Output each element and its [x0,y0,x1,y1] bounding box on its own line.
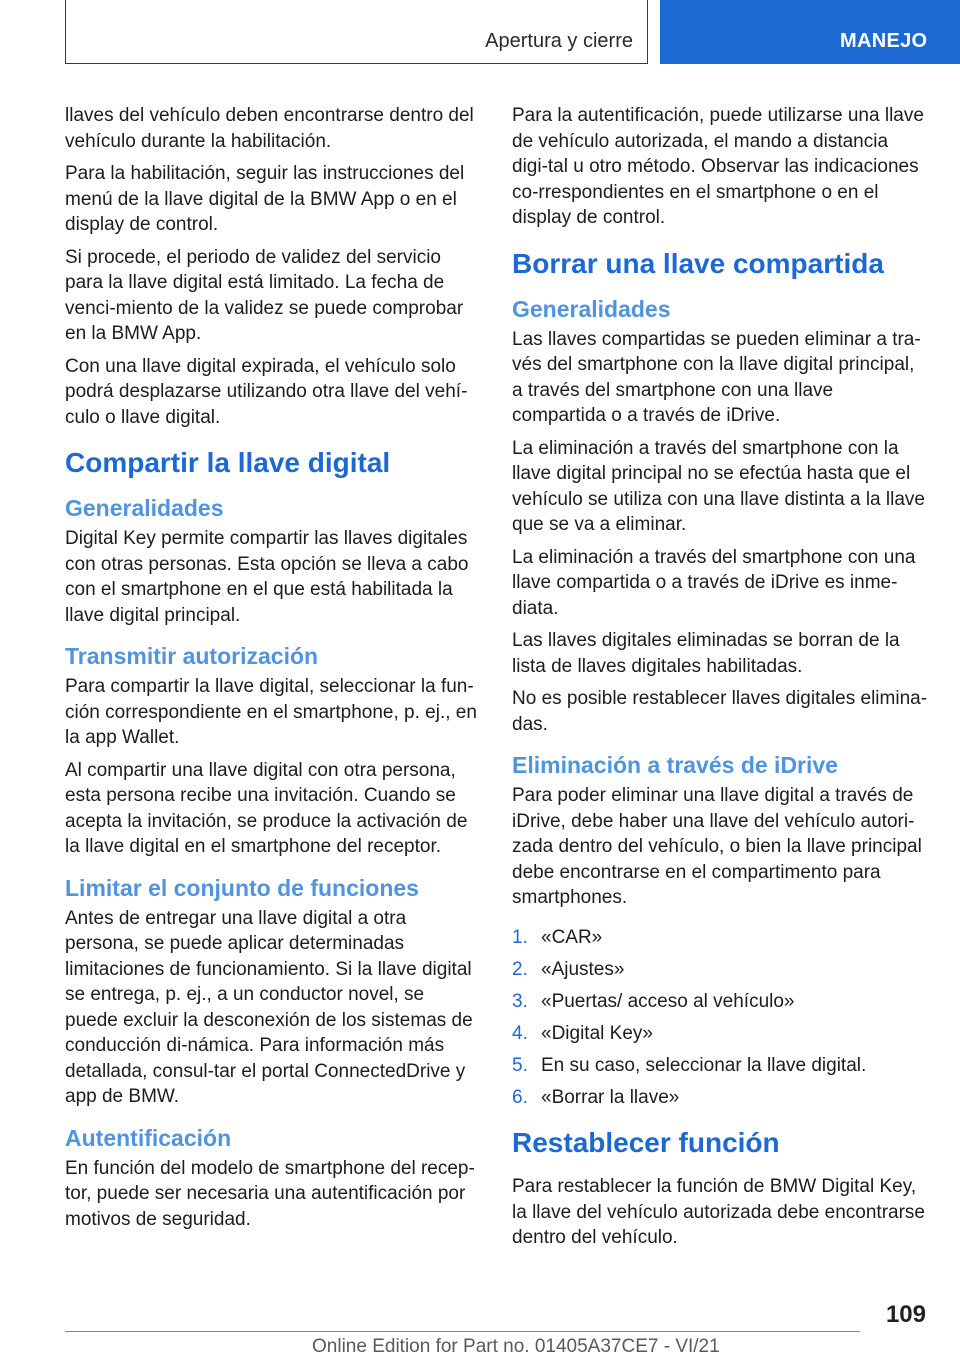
paragraph: llaves del vehículo deben encontrarse dentro del vehículo durante la habilitación. [65,105,474,152]
subsection-heading-eliminacion-a-traves-de-idrive: Eliminación a través de iDrive [512,752,838,778]
footer-divider [65,1331,860,1332]
list-item-text: En su caso, seleccionar la llave digital. [541,1054,867,1076]
list-item [512,1021,928,1047]
paragraph: Para la habilitación, seguir las instrucciones del menú de la llave digital de la BMW App o en el display de control. [65,163,465,235]
list-item-number: 1. [512,926,528,948]
list-item-text: «Digital Key» [541,1022,653,1044]
paragraph: Para restablecer la función de BMW Digital Key, la llave del vehículo autorizada debe encontrarse dentro del vehículo. [512,1176,925,1248]
paragraph: Digital Key permite compartir las llaves digitales con otras personas. Esta opción se lleva a cabo con el smartphone en el que está habilitada la llave digital principal. [65,528,469,626]
list-item-text: «CAR» [541,926,603,948]
list-item [512,1085,928,1111]
list-item-number: 6. [512,1086,528,1108]
paragraph: En función del modelo de smartphone del recep‐tor, puede ser necesaria una autentificación por motivos de seguridad. [65,1157,475,1230]
subsection-heading-generalidades: Generalidades [65,495,224,521]
list-item [512,1053,928,1079]
right-column [512,103,928,1258]
paragraph: Con una llave digital expirada, el vehículo solo podrá desplazarse utilizando otra llave del vehí‐culo o llave digital. [65,355,468,428]
paragraph: Para poder eliminar una llave digital a través de iDrive, debe haber una llave del vehículo autori‐zada dentro del vehículo, o bien la llave principal debe encontrarse en el compartimento para smartphones. [512,785,922,908]
paragraph: Para compartir la llave digital, seleccionar la fun‐ción correspondiente en el smartphone, p. ej., en la app Wallet. [65,676,477,748]
paragraph: No es posible restablecer llaves digitales elimina‐das. [512,688,928,735]
footer-edition: Online Edition for Part no. 01405A37CE7 - VI/21 [312,1336,720,1357]
chapter-tab [660,0,960,64]
chapter-tab-label: MANEJO [840,30,928,52]
page-number: 109 [885,1301,926,1328]
list-item-number: 2. [512,958,528,980]
section-title: Apertura y cierre [485,30,633,52]
list-item [512,989,928,1015]
section-heading-borrar-una-llave-compartida: Borrar una llave compartida [512,247,884,279]
list-item [512,925,928,951]
header-title-box [65,0,648,64]
list-item-text: «Ajustes» [541,958,625,980]
left-column [65,103,481,1239]
paragraph: Al compartir una llave digital con otra persona, esta persona recibe una invitación. Cuando se acepta la invitación, se produce la activación de la llave digital en el smartphone del receptor. [65,759,468,857]
steps-list [512,925,928,1111]
list-item-number: 5. [512,1054,528,1076]
section-heading-restablecer-funcion: Restablecer función [512,1127,780,1158]
paragraph: La eliminación a través del smartphone con una llave compartida o a través de iDrive es inme‐diata. [512,546,916,619]
list-item-number: 3. [512,990,528,1012]
paragraph: Antes de entregar una llave digital a otra persona, se puede aplicar determinadas limitaciones de funcionamiento. Si la llave digital se entrega, p. ej., a un conductor novel, se puede excluir la desconexión de los sistemas de conducción di‐námica. Para información más detallada, consul‐tar el portal ConnectedDrive y app de BMW. [65,907,473,1107]
subsection-heading-autentificacion: Autentificación [65,1124,232,1151]
paragraph: Si procede, el periodo de validez del servicio para la llave digital está limitado. La fecha de venci‐miento de la validez se puede comprobar en la BMW App. [65,246,464,344]
list-item-text: «Puertas/ acceso al vehículo» [541,990,795,1012]
section-heading-compartir-la-llave-digital: Compartir la llave digital [65,447,391,478]
subsection-heading-generalidades: Generalidades [512,295,671,322]
paragraph: Las llaves compartidas se pueden eliminar a tra‐vés del smartphone con la llave digital principal, a través del smartphone con una llave compartida o a través de iDrive. [512,328,921,426]
list-item [512,957,928,983]
list-item-text: «Borrar la llave» [541,1086,680,1108]
list-item-number: 4. [512,1022,528,1044]
subsection-heading-limitar-el-conjunto-de-funciones: Limitar el conjunto de funciones [65,874,419,901]
paragraph: La eliminación a través del smartphone con la llave digital principal no se efectúa hasta que el vehículo se utiliza con una llave distinta a la llave que se va a eliminar. [512,437,925,535]
subsection-heading-transmitir-autorizacion: Transmitir autorización [65,643,319,669]
paragraph: Para la autentificación, puede utilizarse una llave de vehículo autorizada, el mando a distancia digi‐tal u otro método. Observar las indicaciones co‐rrespondientes en el smartphone o en el display de control. [512,105,924,228]
paragraph: Las llaves digitales eliminadas se borran de la lista de llaves digitales habilitadas. [512,630,900,677]
